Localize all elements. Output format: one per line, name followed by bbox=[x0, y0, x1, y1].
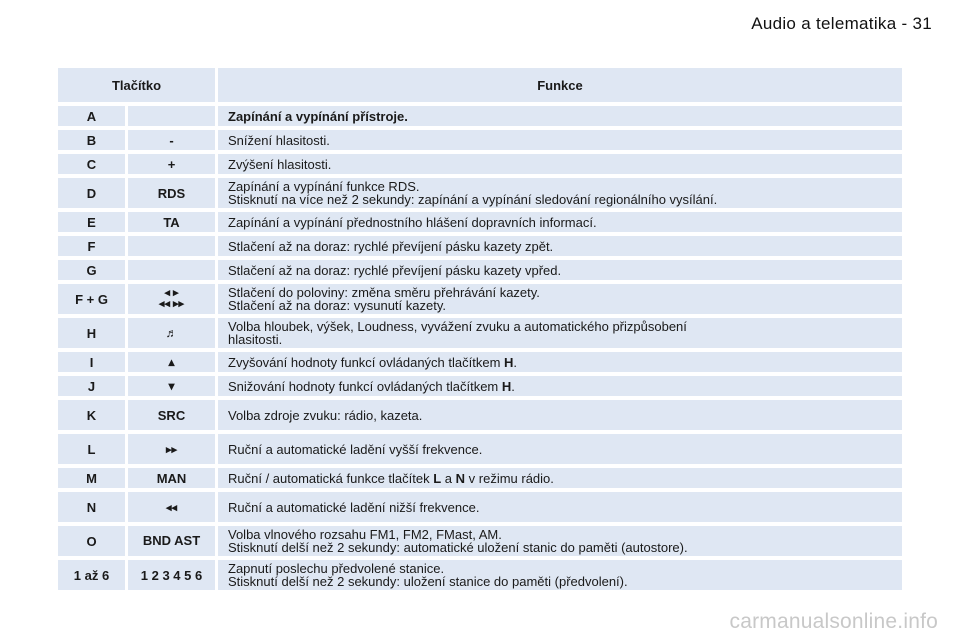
row-key: D bbox=[58, 178, 125, 208]
section-title: Audio a telematika - bbox=[751, 14, 913, 33]
function-line: hlasitosti. bbox=[228, 332, 283, 347]
table-header-row bbox=[58, 68, 902, 102]
row-key: 1 až 6 bbox=[58, 560, 125, 590]
row-code: + bbox=[128, 154, 215, 174]
row-function: Snížení hlasitosti. bbox=[218, 130, 902, 150]
row-key: A bbox=[58, 106, 125, 126]
row-code bbox=[128, 526, 215, 556]
row-key: O bbox=[58, 526, 125, 556]
table-row bbox=[58, 468, 902, 488]
row-code bbox=[128, 284, 215, 314]
row-function: Zapínání a vypínání přednostního hlášení dopravních informací. bbox=[218, 212, 902, 232]
row-code: RDS bbox=[128, 178, 215, 208]
row-function bbox=[218, 178, 902, 208]
fast-wind-icon: ◂◂ ▸▸ bbox=[158, 298, 185, 310]
table-row bbox=[58, 212, 902, 232]
function-line: Stisknutí delší než 2 sekundy: uložení stanice do paměti (předvolení). bbox=[228, 574, 628, 589]
function-table bbox=[58, 68, 902, 594]
table-row bbox=[58, 434, 902, 464]
function-line: Zapínání a vypínání funkce RDS. bbox=[228, 179, 420, 194]
function-line: Stisknutí na více než 2 sekundy: zapínání a vypínání sledování regionálního vysílání. bbox=[228, 192, 718, 207]
table-row bbox=[58, 526, 902, 556]
row-code: MAN bbox=[128, 468, 215, 488]
row-code: 1 2 3 4 5 6 bbox=[128, 560, 215, 590]
function-line: Volba hloubek, výšek, Loudness, vyvážení zvuku a automatického přizpůsobení bbox=[228, 319, 687, 334]
play-direction-icon: ◂ ▸ bbox=[164, 287, 179, 299]
function-tail: . bbox=[511, 378, 515, 394]
function-tail: . bbox=[513, 354, 518, 370]
button-ref: N bbox=[455, 470, 466, 486]
row-function bbox=[218, 560, 902, 590]
table-row bbox=[58, 236, 902, 256]
function-mid: a bbox=[441, 470, 456, 486]
function-line: Volba vlnového rozsahu FM1, FM2, FMast, AM. bbox=[228, 527, 502, 542]
table-row bbox=[58, 352, 902, 372]
table-row bbox=[58, 318, 902, 348]
music-note-icon: ♬ bbox=[128, 318, 215, 348]
row-function bbox=[218, 526, 902, 556]
row-key: K bbox=[58, 400, 125, 430]
button-ref: L bbox=[433, 470, 442, 486]
row-function bbox=[218, 284, 902, 314]
table-row bbox=[58, 400, 902, 430]
table-row bbox=[58, 130, 902, 150]
row-code: - bbox=[128, 130, 215, 150]
code-line: BND bbox=[142, 533, 172, 548]
row-code: SRC bbox=[128, 400, 215, 430]
row-key: I bbox=[58, 352, 125, 372]
row-code: TA bbox=[128, 212, 215, 232]
function-line: Stisknutí delší než 2 sekundy: automatické uložení stanic do paměti (autostore). bbox=[228, 540, 688, 555]
row-key: F + G bbox=[58, 284, 125, 314]
page-number: 31 bbox=[912, 14, 932, 33]
function-line: Stlačení do poloviny: změna směru přehrávání kazety. bbox=[228, 285, 540, 300]
row-code bbox=[128, 236, 215, 256]
row-key: H bbox=[58, 318, 125, 348]
column-header-button: Tlačítko bbox=[58, 68, 215, 102]
row-key: F bbox=[58, 236, 125, 256]
seek-backward-icon: ◂◂ bbox=[128, 492, 215, 522]
row-function: Zapínání a vypínání přístroje. bbox=[218, 106, 902, 126]
table-row bbox=[58, 284, 902, 314]
column-header-function: Funkce bbox=[218, 68, 902, 102]
row-function: Ruční a automatické ladění vyšší frekvence. bbox=[218, 434, 902, 464]
row-key: J bbox=[58, 376, 125, 396]
row-key: M bbox=[58, 468, 125, 488]
row-code bbox=[128, 260, 215, 280]
row-code bbox=[128, 106, 215, 126]
table-row bbox=[58, 492, 902, 522]
row-key: B bbox=[58, 130, 125, 150]
row-function bbox=[218, 318, 902, 348]
function-line: Stlačení až na doraz: vysunutí kazety. bbox=[228, 298, 446, 313]
button-ref: H bbox=[501, 378, 512, 394]
row-function bbox=[218, 468, 902, 488]
row-function: Ruční a automatické ladění nižší frekvence. bbox=[218, 492, 902, 522]
arrow-down-icon: ▾ bbox=[128, 376, 215, 396]
row-function: Stlačení až na doraz: rychlé převíjení pásku kazety zpět. bbox=[218, 236, 902, 256]
table-row bbox=[58, 154, 902, 174]
watermark: carmanualsonline.info bbox=[729, 610, 938, 633]
function-line: Zapnutí poslechu předvolené stanice. bbox=[228, 561, 445, 576]
table-row bbox=[58, 260, 902, 280]
row-function bbox=[218, 376, 902, 396]
row-key: C bbox=[58, 154, 125, 174]
row-function: Volba zdroje zvuku: rádio, kazeta. bbox=[218, 400, 902, 430]
table-row bbox=[58, 376, 902, 396]
function-line: Zvyšování hodnoty funkcí ovládaných tlačítkem bbox=[228, 354, 505, 370]
page-header bbox=[751, 14, 932, 34]
table-row bbox=[58, 106, 902, 126]
row-function bbox=[218, 352, 902, 372]
button-ref: H bbox=[504, 354, 514, 370]
row-function: Zvýšení hlasitosti. bbox=[218, 154, 902, 174]
arrow-up-icon: ▴ bbox=[128, 352, 215, 372]
row-key: L bbox=[58, 434, 125, 464]
row-key: G bbox=[58, 260, 125, 280]
row-function: Stlačení až na doraz: rychlé převíjení pásku kazety vpřed. bbox=[218, 260, 902, 280]
function-line: Snižování hodnoty funkcí ovládaných tlačítkem bbox=[228, 378, 502, 394]
function-tail: v režimu rádio. bbox=[465, 470, 554, 486]
table-row bbox=[58, 178, 902, 208]
table-row bbox=[58, 560, 902, 590]
function-line: Ruční / automatická funkce tlačítek bbox=[228, 470, 434, 486]
seek-forward-icon: ▸▸ bbox=[128, 434, 215, 464]
row-key: E bbox=[58, 212, 125, 232]
code-line: AST bbox=[174, 533, 201, 548]
row-key: N bbox=[58, 492, 125, 522]
